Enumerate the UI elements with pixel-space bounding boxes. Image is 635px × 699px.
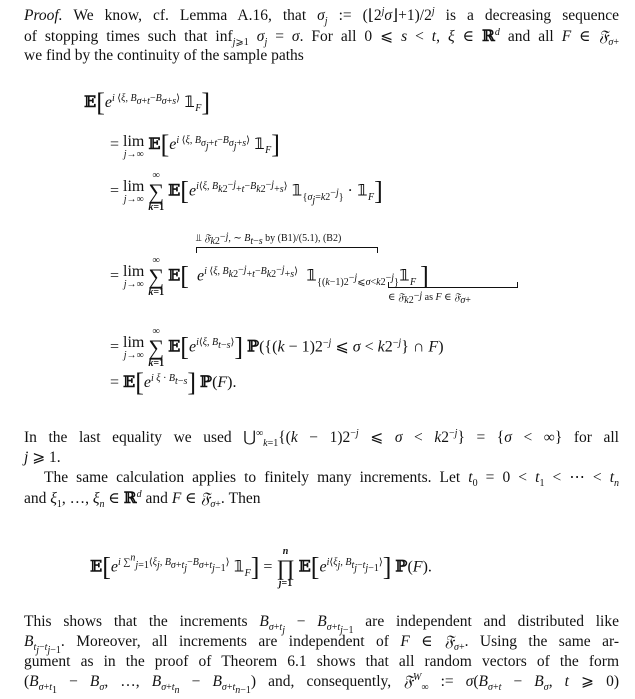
proof-intro-line-1: Proof. We know, cf. Lemma A.16, that $\sigma_j$ := $(⌊2^j\sigma⌋+1)/2^j$ is a decreasing sequence: [24, 5, 619, 28]
proof-intro-line-2: of stopping times such that inf$_{j⩾1}$ $\sigma_j = \sigma$. For all 0 ⩽ s < t, ξ ∈ ℝ$^d$ and all F ∈ 𝔉$_{\sigma+}$: [24, 26, 619, 49]
proof-intro-line-3: we find by the continuity of the sample paths: [24, 47, 304, 64]
equation-line-2: = lim j→∞ $𝔼[e^{i ⟨\xi, B_{\sigma_j+t}-B_{\sigma_j+s}⟩}$ $𝟙_F$]: [110, 130, 280, 160]
paragraph-2-line-1: In the last equality we used $⋃^\infty_{k=1}\{(k - 1)2^{-j}$ ⩽ $\sigma < k2^{-j}\} = \{\sigma$ < ∞} for all: [24, 427, 619, 450]
equation-line-1: $𝔼[e^{i ⟨\xi, B_{\sigma+t}-B_{\sigma+s}⟩}$ $𝟙_F$]: [84, 88, 210, 117]
paragraph-3-line-4: ($B_{\sigma+t_1} - B_\sigma$, …, $B_{\sigma+t_n} - B_{\sigma+t_{n-1}}$) and, consequently, 𝔉$^W_\infty$ := $\sigma(B_{\sigma+t} - B_\sigma$, t ⩾ 0): [24, 671, 620, 697]
equation-line-6: = $𝔼[e^{i \xi \cdot B_{t-s}}]$ ℙ(F).: [110, 368, 237, 397]
paragraph-2-line-4: and $\xi_1$, …, $\xi_n$ ∈ ℝ$^d$ and F ∈ 𝔉$_{\sigma+}$. Then: [24, 488, 261, 511]
equation-multi-increment: $𝔼[e^{i \sum^n_{j=1}⟨\xi_j, B_{\sigma+t_j}-B_{\sigma+t_{j-1}}⟩}$ $𝟙_F$] = n ∏ j=1 $𝔼[e^{i⟨\xi_j, B_{t_j-t_{j-1}}⟩}]$ ℙ(F).: [90, 546, 432, 589]
paragraph-2-line-3: The same calculation applies to finitely many increments. Let $t_0 = 0 < t_1$ < ⋯ < $t_n$: [44, 469, 620, 490]
annotation-independence: ⫫ 𝔉$_{k2^{-j}}$, ∼ $B_{t-s}$ by (B1)/(5.1), (B2): [196, 231, 342, 247]
overbrace: [196, 247, 378, 253]
paragraph-3-line-3: gument as in the proof of Theorem 6.1 shows that all random vectors of the form: [24, 653, 619, 670]
equation-line-4: = lim j→∞ ∞ ∑ k=1 𝔼[ $e^{i ⟨\xi, B_{k2^{-j}+t}-B_{k2^{-j}+s}⟩}$ $𝟙_{\{(k-1)2^{-j}⩽\sigma<k2^{-j}\}}𝟙_F$ ]: [110, 255, 429, 298]
paragraph-2-line-2: j ⩾ 1.: [24, 449, 61, 466]
equation-line-3: = lim j→∞ ∞ ∑ k=1 $𝔼[e^{i⟨\xi, B_{k2^{-j}+t}-B_{k2^{-j}+s}⟩}$ $𝟙_{\{\sigma_j=k2^{-j}\}}$ · $𝟙_F$]: [110, 170, 383, 213]
paragraph-3-line-1: This shows that the increments $B_{\sigma+t_j} - B_{\sigma+t_{j-1}}$ are independent and distributed like: [24, 613, 619, 637]
proof-label: Proof.: [24, 7, 63, 24]
equation-line-5: = lim j→∞ ∞ ∑ k=1 $𝔼[e^{i⟨\xi, B_{t-s}⟩}]$ ℙ({(k − $1)2^{-j}$ ⩽ $\sigma < k2^{-j}$} ∩ F): [110, 326, 444, 369]
annotation-measurability: ∈ 𝔉$_{k2^{-j}}$ as F ∈ 𝔉$_{\sigma+}$: [388, 290, 471, 306]
underbrace: [388, 282, 518, 288]
paragraph-3-line-2: $B_{t_j-t_{j-1}}$. Moreover, all increments are independent of F ∈ 𝔉$_{\sigma+}$. Using the same ar-: [24, 632, 619, 657]
